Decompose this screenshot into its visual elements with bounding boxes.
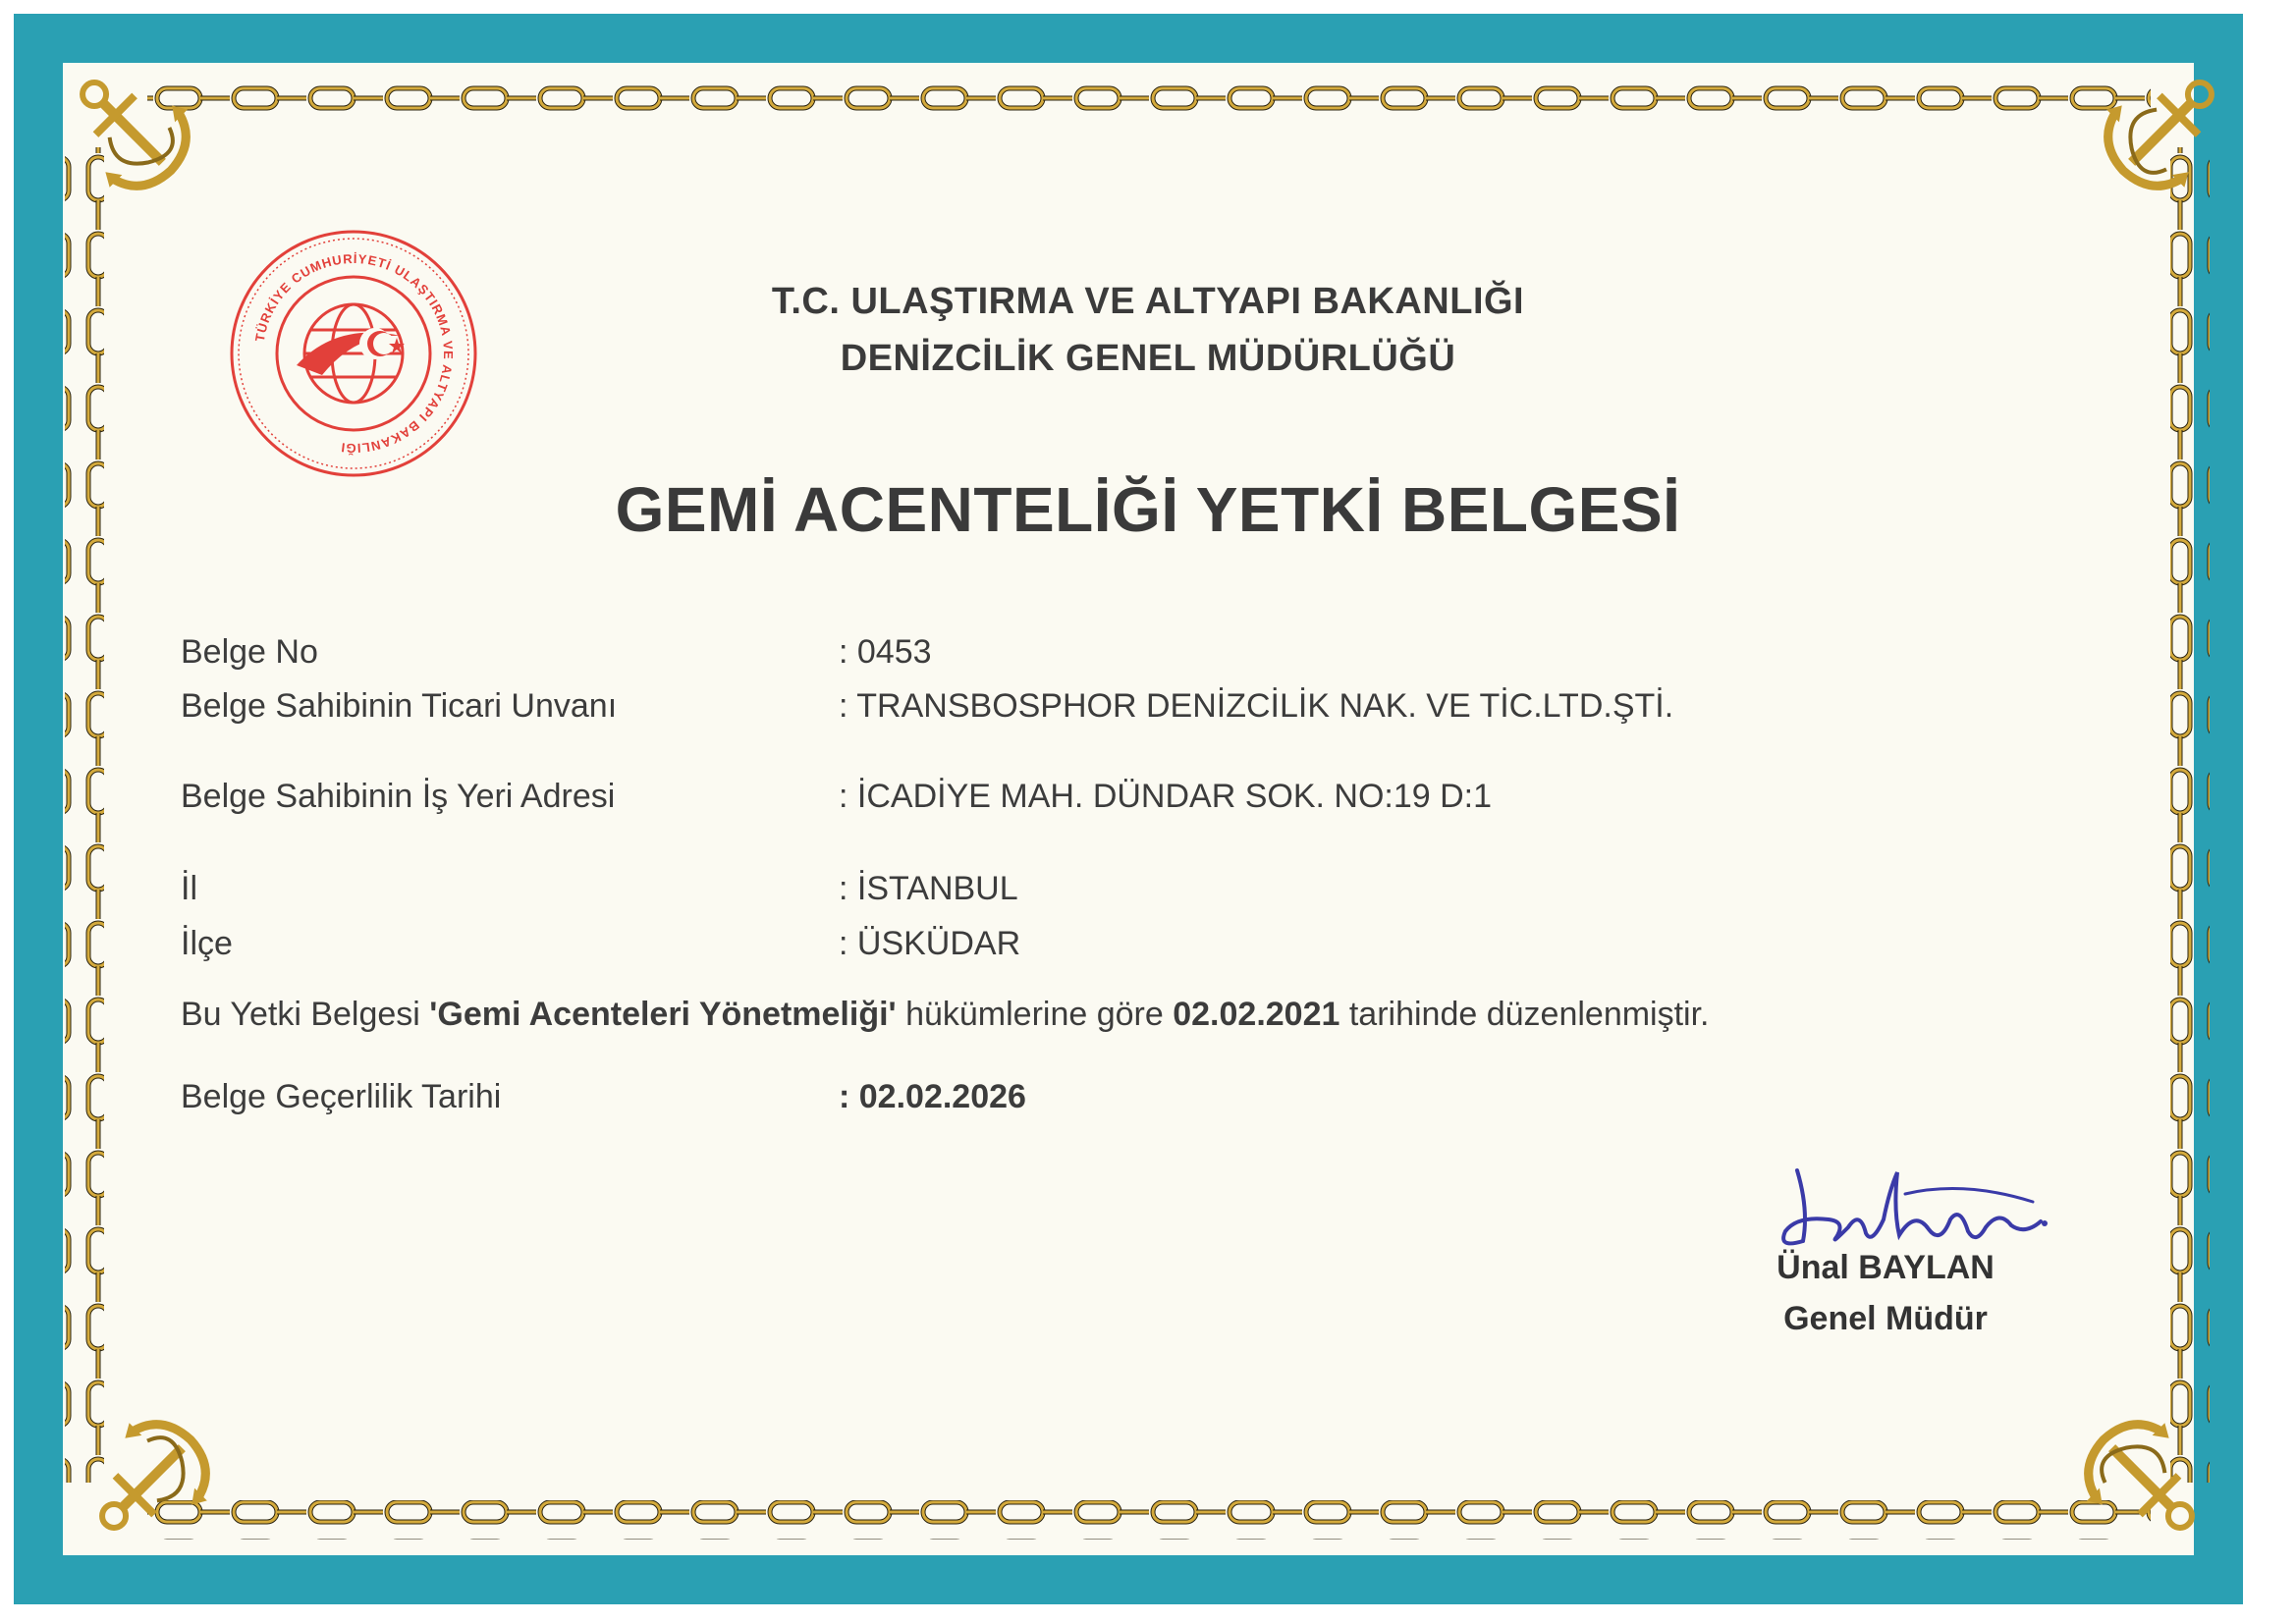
field-label-belge-no: Belge No <box>181 633 318 671</box>
field-label-ticari-unvan: Belge Sahibinin Ticari Unvanı <box>181 687 618 725</box>
signatory-position: Genel Müdür <box>1783 1300 1988 1337</box>
field-value-ilce: : ÜSKÜDAR <box>839 925 1021 962</box>
regulation-name: 'Gemi Acenteleri Yönetmeliği' <box>429 996 897 1033</box>
directorate-name: DENİZCİLİK GENEL MÜDÜRLÜĞÜ <box>840 338 1456 379</box>
field-value-il: : İSTANBUL <box>839 870 1018 907</box>
svg-text:TÜRKİYE CUMHURİYETİ ULAŞTIRMA: TÜRKİYE CUMHURİYETİ ULAŞTIRMA VE ALTYAPI BAKANLIĞI <box>251 250 457 457</box>
validity-value: : 02.02.2026 <box>839 1078 1026 1115</box>
field-label-adres: Belge Sahibinin İş Yeri Adresi <box>181 778 616 815</box>
validity-label: Belge Geçerlilik Tarihi <box>181 1078 502 1115</box>
certificate-title: GEMİ ACENTELİĞİ YETKİ BELGESİ <box>615 474 1681 545</box>
field-label-ilce: İlçe <box>181 925 233 962</box>
field-value-belge-no: : 0453 <box>839 633 932 671</box>
issuance-statement: Bu Yetki Belgesi 'Gemi Acenteleri Yönetmeliği' hükümlerine göre 02.02.2021 tarihinde düzenlenmiştir. <box>181 996 1710 1033</box>
field-value-adres: : İCADİYE MAH. DÜNDAR SOK. NO:19 D:1 <box>839 778 1493 815</box>
issue-date: 02.02.2021 <box>1173 996 1340 1033</box>
signature <box>1768 1151 2052 1259</box>
field-value-ticari-unvan: : TRANSBOSPHOR DENİZCİLİK NAK. VE TİC.LTD.ŞTİ. <box>839 687 1674 725</box>
ministry-name: T.C. ULAŞTIRMA VE ALTYAPI BAKANLIĞI <box>771 281 1525 322</box>
field-label-il: İl <box>181 870 197 907</box>
signatory-name: Ünal BAYLAN <box>1777 1249 1995 1286</box>
